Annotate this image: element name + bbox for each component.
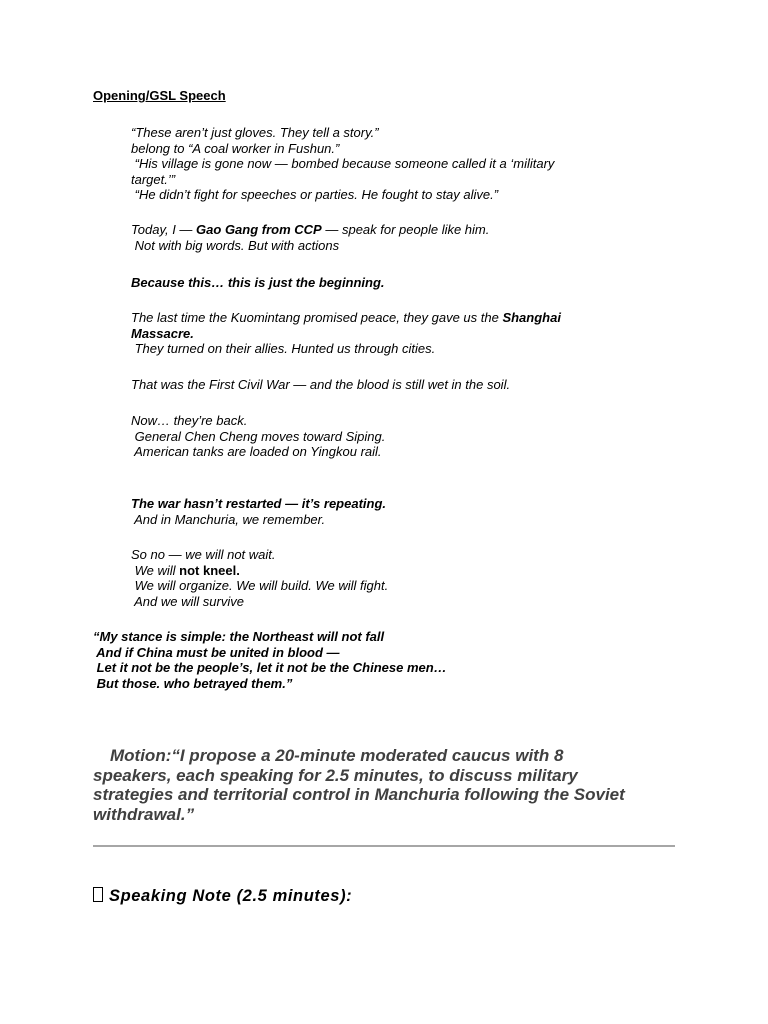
speech-text: We will [131,562,180,578]
stance-line: And if China must be united in blood — [93,644,340,660]
speaker-name: Gao Gang from CCP [196,222,322,237]
speech-line: We will organize. We will build. We will fight. [131,578,389,593]
stance-line: Let it not be the people’s, let it not be the Chinese men… [93,660,447,675]
speech-block-beginning: Because this… this is just the beginning. [131,275,385,290]
speech-line: belong to “A coal worker in Fushun.” [131,140,340,156]
speech-text: Today, I — [131,222,197,237]
speech-block-kuomintang [131,310,561,357]
motion-line: strategies and territorial control in Manchuria following the Soviet [93,785,625,804]
speech-line [131,310,561,326]
speech-line: They turned on their allies. Hunted us through cities. [131,341,436,356]
speech-text: — speak for people like him. [321,222,490,237]
stance-line: But those. who betrayed them.” [93,675,293,691]
stance-quote [93,629,447,691]
speech-line: American tanks are loaded on Yingkou rail. [131,444,382,459]
speech-line: So no — we will not wait. [131,547,276,562]
speech-block-today [131,222,489,253]
emphasis-text: Massacre. [131,325,194,341]
speech-line: “His village is gone now — bombed because someone called it a ‘military [131,156,555,171]
missing-glyph-icon [93,887,103,902]
speech-block-back [131,413,385,460]
motion-line: Motion:“I propose a 20-minute moderated caucus with 8 [110,746,564,765]
motion-line: withdrawal.” [93,804,195,824]
speech-line [131,222,489,238]
stance-line: “My stance is simple: the Northeast will not fall [93,629,385,644]
speaking-note-heading [93,887,352,906]
speech-line: “These aren’t just gloves. They tell a story.” [131,125,379,140]
motion-statement [93,746,625,824]
motion-line: speakers, each speaking for 2.5 minutes, to discuss military [93,765,578,785]
speech-line: And we will survive [131,593,244,609]
horizontal-divider [93,845,675,847]
emphasis-text: Shanghai [502,310,561,325]
speech-line [131,563,388,579]
speech-line: target.’” [131,171,176,187]
speech-block-civil-war: That was the First Civil War — and the blood is still wet in the soil. [131,377,511,392]
speech-block-no-wait [131,547,388,609]
emphasis-text: not kneel. [179,562,240,578]
speech-block-repeating [131,496,386,527]
speech-line: Now… they’re back. [131,413,248,428]
speech-line: “He didn’t fight for speeches or parties. He fought to stay alive.” [131,187,499,202]
speech-line: And in Manchuria, we remember. [131,511,326,527]
speech-line: Not with big words. But with actions [131,237,340,253]
speech-text: The last time the Kuomintang promised peace, they gave us the [131,310,503,325]
speech-line: General Chen Cheng moves toward Siping. [131,428,386,444]
speech-line: The war hasn’t restarted — it’s repeating. [131,496,387,511]
speech-block-gloves [131,125,554,203]
page-heading: Opening/GSL Speech [93,88,226,103]
speaking-note-label: Speaking Note (2.5 minutes): [109,887,353,905]
